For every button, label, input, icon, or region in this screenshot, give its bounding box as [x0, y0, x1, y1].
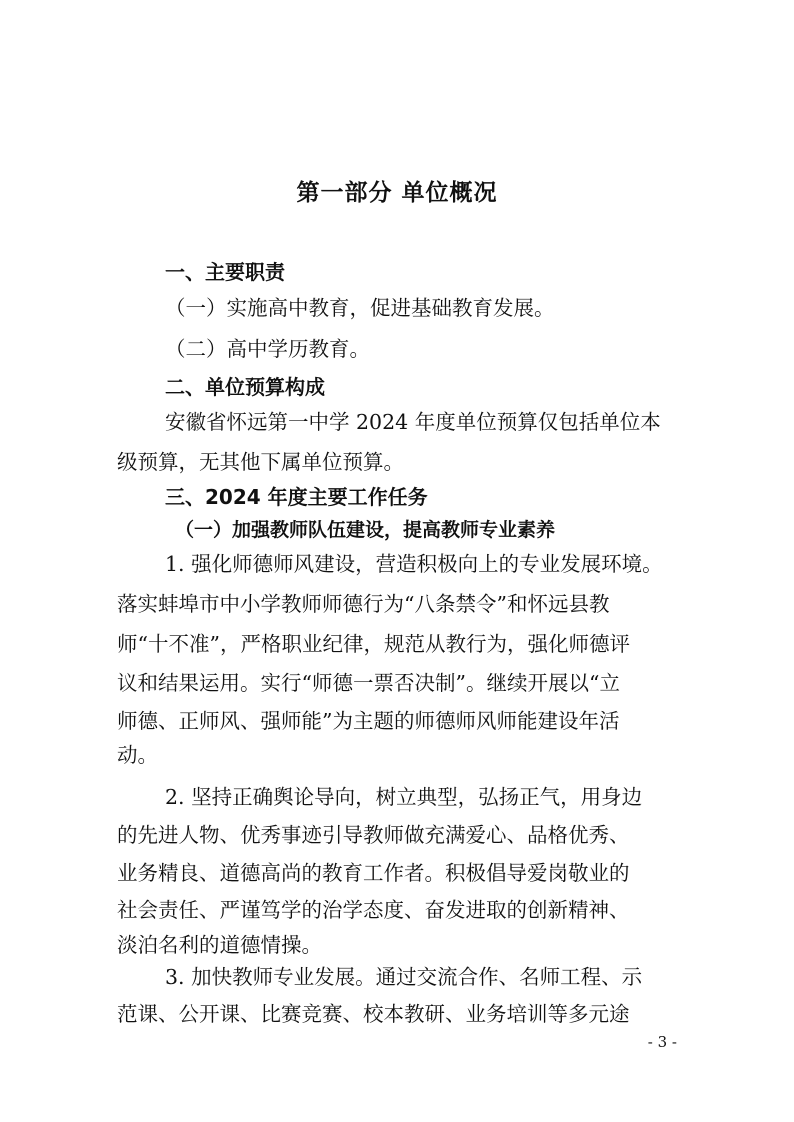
- page-number: - 3 -: [647, 1033, 677, 1051]
- budget-text-line-1: 安徽省怀远第一中学 2024 年度单位预算仅包括单位本: [165, 410, 661, 434]
- paragraph-2-line-3: 业务精良、道德高尚的教育工作者。积极倡导爱岗敬业的: [117, 861, 630, 885]
- paragraph-1-line-2: 落实蚌埠市中小学教师师德行为“八条禁令”和怀远县教: [117, 592, 610, 616]
- paragraph-2-line-4: 社会责任、严谨笃学的治学态度、奋发进取的创新精神、: [117, 898, 630, 922]
- duty-item-2: （二）高中学历教育。: [165, 337, 370, 361]
- section-heading-tasks: 三、2024 年度主要工作任务: [165, 485, 428, 509]
- paragraph-1-line-5: 师德、正师风、强师能”为主题的师德师风师能建设年活: [117, 709, 620, 733]
- paragraph-3-line-2: 范课、公开课、比赛竞赛、校本教研、业务培训等多元途: [117, 1002, 630, 1026]
- section-heading-duties: 一、主要职责: [165, 260, 285, 284]
- paragraph-1-line-3: 师“十不准”，严格职业纪律，规范从教行为，强化师德评: [117, 632, 630, 656]
- paragraph-2-line-1: 2. 坚持正确舆论导向，树立典型，弘扬正气，用身边: [165, 785, 643, 809]
- budget-text-line-2: 级预算，无其他下属单位预算。: [117, 450, 404, 474]
- paragraph-2-line-2: 的先进人物、优秀事迹引导教师做充满爱心、品格优秀、: [117, 823, 630, 847]
- paragraph-1-line-1: 1. 强化师德师风建设，营造积极向上的专业发展环境。: [165, 552, 663, 576]
- duty-item-1: （一）实施高中教育，促进基础教育发展。: [165, 296, 555, 320]
- subsection-heading-teachers: （一）加强教师队伍建设，提高教师专业素养: [175, 519, 556, 541]
- page-title: 第一部分 单位概况: [296, 180, 498, 206]
- paragraph-1-line-6: 动。: [117, 743, 158, 767]
- paragraph-1-line-4: 议和结果运用。实行“师德一票否决制”。继续开展以“立: [117, 671, 620, 695]
- paragraph-2-line-5: 淡泊名利的道德情操。: [117, 933, 322, 957]
- paragraph-3-line-1: 3. 加快教师专业发展。通过交流合作、名师工程、示: [165, 965, 643, 989]
- section-heading-budget: 二、单位预算构成: [165, 375, 325, 399]
